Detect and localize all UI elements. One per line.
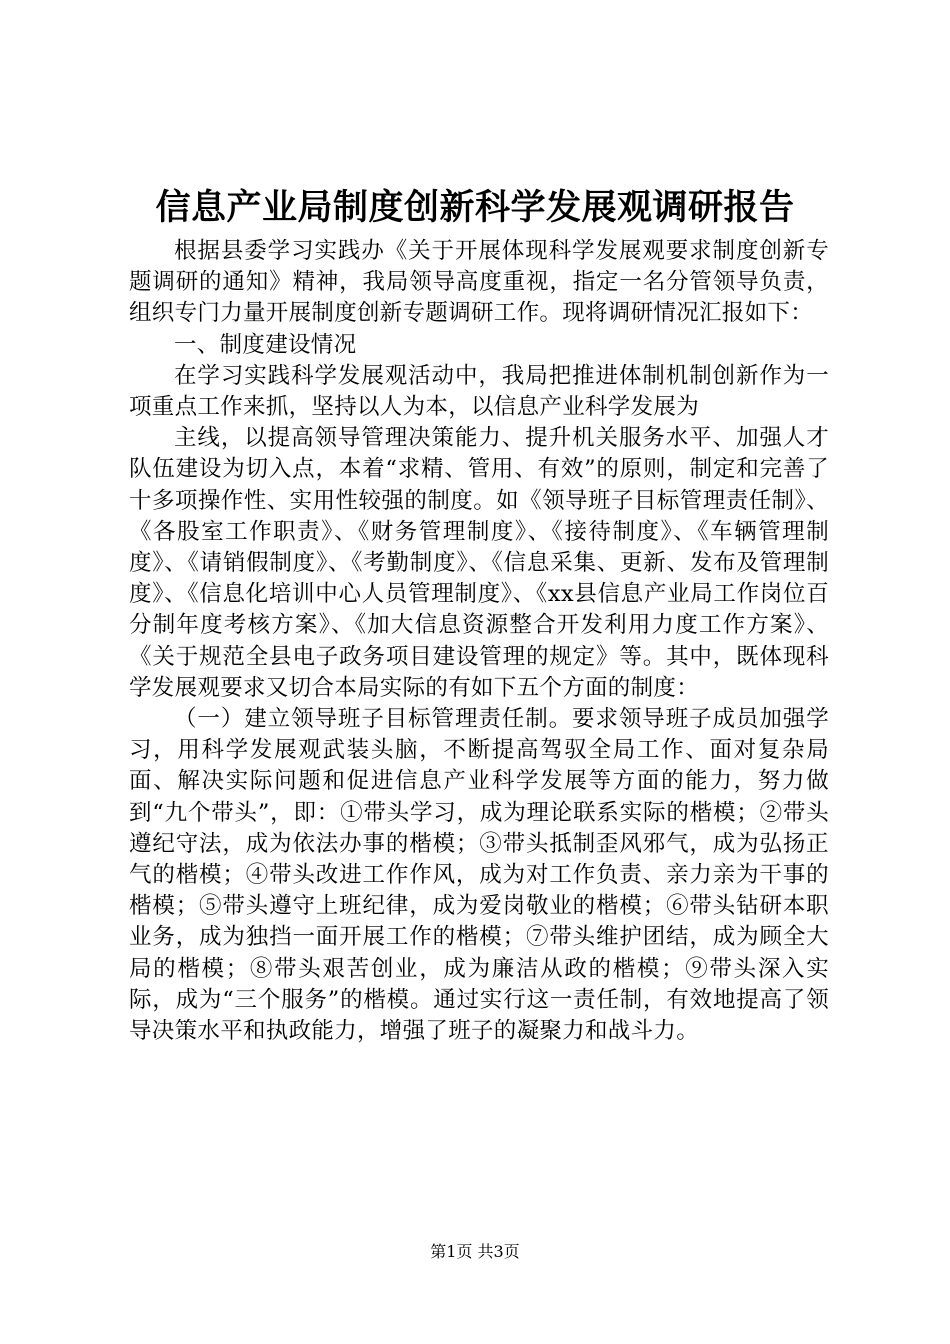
section-heading: 一、制度建设情况 bbox=[174, 331, 357, 358]
body-paragraph: （一）建立领导班子目标管理责任制。要求领导班子成员加强学习，用科学发展观武装头脑，不断提高驾驭全局工作、面对复杂局面、解决实际问题和促进信息产业科学发展等方面的能力，努力做到“九个带头”，即：①带头学习，成为理论联系实际的楷模；②带头遵纪守法，成为依法办事的楷模；③带头抵制歪风邪气，成为弘扬正气的楷模；④带头改进工作作风，成为对工作负责、亲力亲为干事的楷模；⑤带头遵守上班纪律，成为爱岗敬业的楷模；⑥带头钻研本职业务，成为独挡一面开展工作的楷模；⑦带头维护团结，成为顾全大局的楷模；⑧带头艰苦创业，成为廉洁从政的楷模；⑨带头深入实际，成为“三个服务”的楷模。通过实行这一责任制，有效地提高了领导决策水平和执政能力，增强了班子的凝聚力和战斗力。 bbox=[129, 706, 829, 1045]
body-paragraph: 在学习实践科学发展观活动中，我局把推进体制机制创新作为一项重点工作来抓，坚持以人为本，以信息产业科学发展为 bbox=[129, 362, 829, 421]
page-number-footer: 第1页 共3页 bbox=[430, 1242, 520, 1261]
page-title: 信息产业局制度创新科学发展观调研报告 bbox=[155, 187, 795, 228]
body-paragraph: 主线，以提高领导管理决策能力、提升机关服务水平、加强人才队伍建设为切入点，本着“求精、管用、有效”的原则，制定和完善了十多项操作性、实用性较强的制度。如《领导班子目标管理责任制》、《各股室工作职责》、《财务管理制度》、《接待制度》、《车辆管理制度》、《请销假制度》、《考勤制度》、《信息采集、更新、发布及管理制度》、《信息化培训中心人员管理制度》、《xx县信息产业局工作岗位百分制年度考核方案》、《加大信息资源整合开发利用力度工作方案》、《关于规范全县电子政务项目建设管理的规定》等。其中，既体现科学发展观要求又切合本局实际的有如下五个方面的制度： bbox=[129, 425, 829, 701]
intro-paragraph: 根据县委学习实践办《关于开展体现科学发展观要求制度创新专题调研的通知》精神，我局领导高度重视，指定一名分管领导负责，组织专门力量开展制度创新专题调研工作。现将调研情况汇报如下： bbox=[129, 238, 829, 327]
document-body bbox=[129, 236, 829, 1047]
